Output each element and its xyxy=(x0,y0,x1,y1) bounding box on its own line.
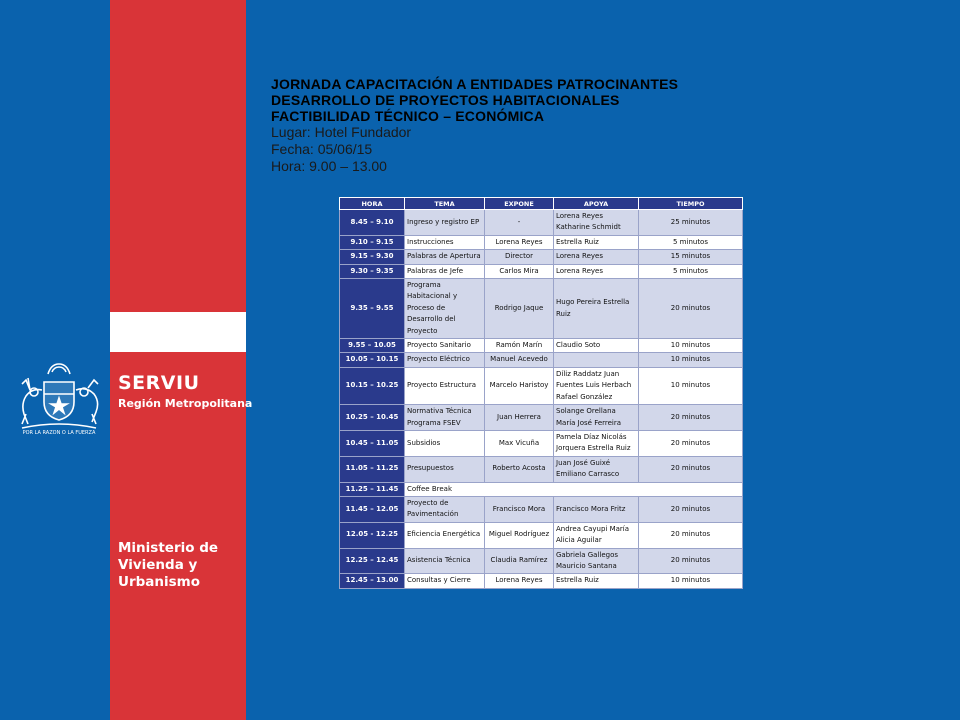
cell-apoya: Hugo Pereira Estrella Ruiz xyxy=(554,279,639,339)
table-row xyxy=(340,522,743,548)
ministerio-line: Vivienda y xyxy=(118,557,198,573)
cell-tema: Proyecto Estructura xyxy=(405,367,485,404)
ministerio-line: Ministerio de xyxy=(118,540,219,556)
cell-tiempo: 25 minutos xyxy=(639,210,743,236)
cell-hora: 10.45 – 11.05 xyxy=(340,430,405,456)
cell-tema: Coffee Break xyxy=(405,482,743,496)
cell-expone: - xyxy=(485,210,554,236)
table-row xyxy=(340,339,743,353)
cell-tiempo: 20 minutos xyxy=(639,405,743,431)
column-header-apoya: APOYA xyxy=(554,198,639,210)
cell-hora: 11.05 – 11.25 xyxy=(340,456,405,482)
cell-apoya: Lorena Reyes Katharine Schmidt xyxy=(554,210,639,236)
cell-tema: Subsidios xyxy=(405,430,485,456)
cell-expone: Max Vicuña xyxy=(485,430,554,456)
cell-expone: Ramón Marín xyxy=(485,339,554,353)
serviu-logo-text: SERVIU xyxy=(118,372,200,394)
cell-hora: 9.35 – 9.55 xyxy=(340,279,405,339)
table-row xyxy=(340,456,743,482)
cell-tiempo: 10 minutos xyxy=(639,353,743,367)
cell-apoya: Lorena Reyes xyxy=(554,264,639,278)
cell-tiempo: 20 minutos xyxy=(639,548,743,574)
table-row xyxy=(340,548,743,574)
cell-tema: Proyecto de Pavimentación xyxy=(405,496,485,522)
cell-expone: Carlos Mira xyxy=(485,264,554,278)
cell-hora: 12.25 – 12.45 xyxy=(340,548,405,574)
title-line: DESARROLLO DE PROYECTOS HABITACIONALES xyxy=(271,92,620,108)
cell-tiempo: 20 minutos xyxy=(639,496,743,522)
table-row xyxy=(340,250,743,264)
cell-tema: Eficiencia Energética xyxy=(405,522,485,548)
cell-expone: Juan Herrera xyxy=(485,405,554,431)
cell-hora: 9.55 – 10.05 xyxy=(340,339,405,353)
cell-apoya: Claudio Soto xyxy=(554,339,639,353)
cell-hora: 8.45 – 9.10 xyxy=(340,210,405,236)
table-row xyxy=(340,367,743,404)
table-row xyxy=(340,496,743,522)
cell-apoya: Andrea Cayupi María Alicia Aguilar xyxy=(554,522,639,548)
cell-tiempo: 20 minutos xyxy=(639,456,743,482)
cell-expone: Claudia Ramírez xyxy=(485,548,554,574)
cell-hora: 12.05 - 12.25 xyxy=(340,522,405,548)
cell-tiempo: 20 minutos xyxy=(639,522,743,548)
cell-apoya: Solange Orellana María José Ferreira xyxy=(554,405,639,431)
crest-motto: POR LA RAZON O LA FUERZA xyxy=(22,430,96,436)
table-row xyxy=(340,430,743,456)
cell-tema: Proyecto Sanitario xyxy=(405,339,485,353)
region-label: Región Metropolitana xyxy=(118,397,253,410)
cell-tema: Palabras de Apertura xyxy=(405,250,485,264)
cell-apoya: Juan José Guixé Emiliano Carrasco xyxy=(554,456,639,482)
table-row xyxy=(340,353,743,367)
cell-tiempo: 5 minutos xyxy=(639,264,743,278)
cell-tema: Instrucciones xyxy=(405,235,485,249)
cell-apoya: Pamela Díaz Nicolás Jorquera Estrella Ruiz xyxy=(554,430,639,456)
event-date: Fecha: 05/06/15 xyxy=(271,141,373,157)
cell-expone: Rodrigo Jaque xyxy=(485,279,554,339)
table-row xyxy=(340,235,743,249)
ministerio-label xyxy=(118,540,244,591)
cell-expone: Manuel Acevedo xyxy=(485,353,554,367)
cell-tema: Asistencia Técnica xyxy=(405,548,485,574)
event-location: Lugar: Hotel Fundador xyxy=(271,124,412,140)
cell-tiempo: 10 minutos xyxy=(639,574,743,588)
chile-coat-of-arms-icon xyxy=(8,360,110,438)
cell-apoya: Francisco Mora Fritz xyxy=(554,496,639,522)
column-header-expone: EXPONE xyxy=(485,198,554,210)
cell-expone: Francisco Mora xyxy=(485,496,554,522)
cell-hora: 10.15 – 10.25 xyxy=(340,367,405,404)
event-time: Hora: 9.00 – 13.00 xyxy=(271,158,387,174)
cell-hora: 12.45 – 13.00 xyxy=(340,574,405,588)
cell-apoya: Estrella Ruiz xyxy=(554,574,639,588)
cell-hora: 9.10 – 9.15 xyxy=(340,235,405,249)
cell-expone: Director xyxy=(485,250,554,264)
cell-tiempo: 20 minutos xyxy=(639,430,743,456)
cell-tema: Programa Habitacional y Proceso de Desarrollo del Proyecto xyxy=(405,279,485,339)
column-header-hora: HORA xyxy=(340,198,405,210)
cell-expone: Roberto Acosta xyxy=(485,456,554,482)
cell-expone: Lorena Reyes xyxy=(485,235,554,249)
cell-hora: 11.25 – 11.45 xyxy=(340,482,405,496)
cell-hora: 10.25 – 10.45 xyxy=(340,405,405,431)
cell-apoya: Díliz Raddatz Juan Fuentes Luis Herbach Rafael González xyxy=(554,367,639,404)
cell-apoya: Gabriela Gallegos Mauricio Santana xyxy=(554,548,639,574)
brand-white-band xyxy=(110,312,246,352)
cell-tema: Normativa Técnica Programa FSEV xyxy=(405,405,485,431)
title-line: JORNADA CAPACITACIÓN A ENTIDADES PATROCINANTES xyxy=(271,76,679,92)
event-header xyxy=(271,76,678,175)
cell-tiempo: 10 minutos xyxy=(639,339,743,353)
schedule-table xyxy=(339,197,743,589)
table-row xyxy=(340,482,743,496)
cell-hora: 10.05 – 10.15 xyxy=(340,353,405,367)
cell-apoya xyxy=(554,353,639,367)
cell-hora: 9.15 – 9.30 xyxy=(340,250,405,264)
cell-expone: Miguel Rodríguez xyxy=(485,522,554,548)
table-row xyxy=(340,210,743,236)
cell-tema: Consultas y Cierre xyxy=(405,574,485,588)
cell-tema: Ingreso y registro EP xyxy=(405,210,485,236)
title-line: FACTIBILIDAD TÉCNICO – ECONÓMICA xyxy=(271,108,545,124)
cell-apoya: Estrella Ruiz xyxy=(554,235,639,249)
column-header-tema: TEMA xyxy=(405,198,485,210)
cell-tiempo: 10 minutos xyxy=(639,367,743,404)
cell-tema: Palabras de Jefe xyxy=(405,264,485,278)
table-row xyxy=(340,264,743,278)
cell-tema: Presupuestos xyxy=(405,456,485,482)
cell-tiempo: 15 minutos xyxy=(639,250,743,264)
cell-hora: 11.45 – 12.05 xyxy=(340,496,405,522)
cell-expone: Lorena Reyes xyxy=(485,574,554,588)
cell-apoya: Lorena Reyes xyxy=(554,250,639,264)
cell-expone: Marcelo Haristoy xyxy=(485,367,554,404)
ministerio-line: Urbanismo xyxy=(118,574,201,590)
table-header-row xyxy=(340,198,743,210)
cell-tema: Proyecto Eléctrico xyxy=(405,353,485,367)
column-header-tiempo: TIEMPO xyxy=(639,198,743,210)
brand-red-bar-top xyxy=(110,0,246,312)
table-row xyxy=(340,405,743,431)
cell-hora: 9.30 – 9.35 xyxy=(340,264,405,278)
cell-tiempo: 5 minutos xyxy=(639,235,743,249)
table-row xyxy=(340,574,743,588)
cell-tiempo: 20 minutos xyxy=(639,279,743,339)
table-row xyxy=(340,279,743,339)
